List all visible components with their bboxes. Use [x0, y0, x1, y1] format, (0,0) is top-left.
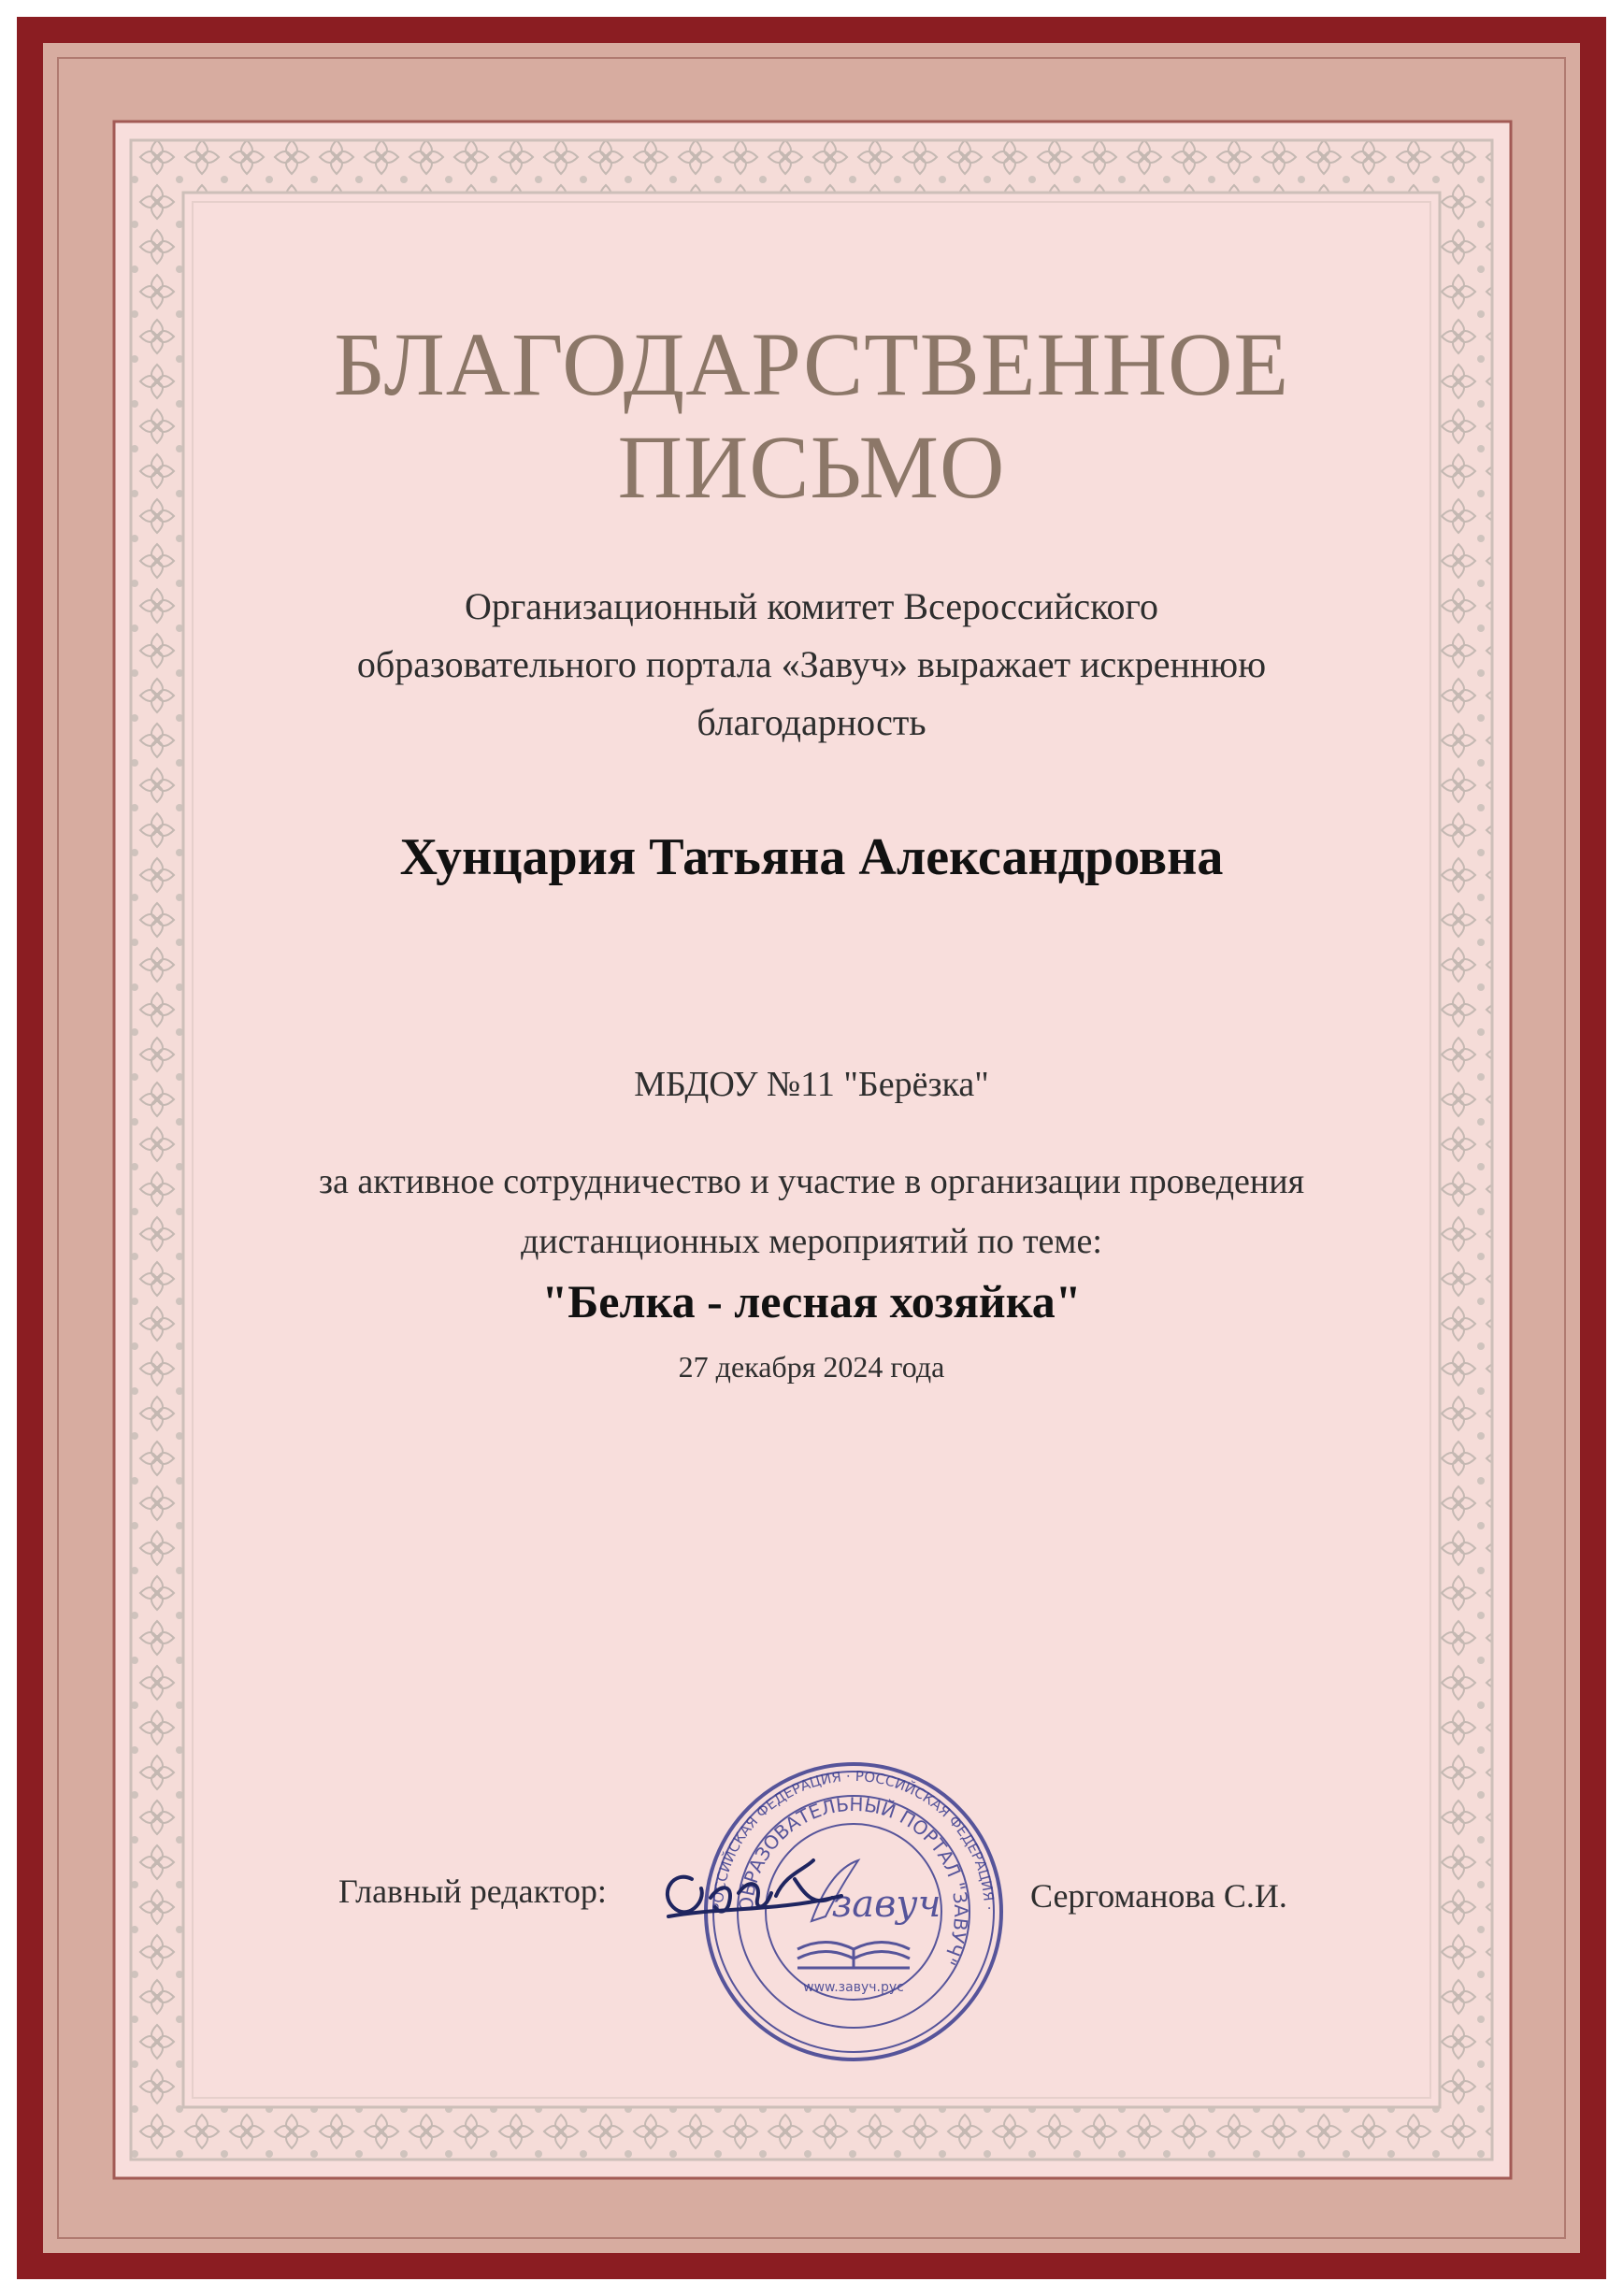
reason-line-1: за активное сотрудничество и участие в организации проведения: [318, 1162, 1305, 1201]
recipient-name: Хунцария Татьяна Александровна: [399, 828, 1224, 886]
reason-line-2: дистанционных мероприятий по теме:: [521, 1222, 1102, 1261]
book-icon: [797, 1943, 910, 1969]
signatory-label: Главный редактор:: [338, 1873, 607, 1910]
intro-line-1: Организационный комитет Всероссийского: [465, 585, 1158, 627]
stamp-outer-text: РОССИЙСКАЯ ФЕДЕРАЦИЯ · РОССИЙСКАЯ ФЕДЕРАЦИЯ ·: [709, 1767, 998, 1913]
title-line-1: БЛАГОДАРСТВЕННОЕ: [333, 314, 1290, 414]
title-line-2: ПИСЬМО: [617, 417, 1006, 517]
organization-name: МБДОУ №11 "Берёзка": [634, 1065, 989, 1104]
stamp-center-text: завуч: [831, 1883, 941, 1926]
stamp-url-text: www.завуч.рус: [803, 1980, 904, 1995]
event-topic: "Белка - лесная хозяйка": [541, 1275, 1082, 1327]
certificate-title: [0, 313, 1623, 519]
signatory-name: Сергоманова С.И.: [1030, 1877, 1287, 1915]
intro-line-3: благодарность: [697, 701, 926, 743]
intro-text: [0, 578, 1623, 752]
signature-icon: [654, 1842, 898, 1944]
intro-line-2: образовательного портала «Завуч» выражает искреннюю: [356, 643, 1267, 685]
stamp-inner-text: ОБРАЗОВАТЕЛЬНЫЙ ПОРТАЛ "ЗАВУЧ": [734, 1792, 973, 1969]
reason-text: [0, 1152, 1623, 1271]
event-date: 27 декабря 2024 года: [678, 1350, 945, 1384]
